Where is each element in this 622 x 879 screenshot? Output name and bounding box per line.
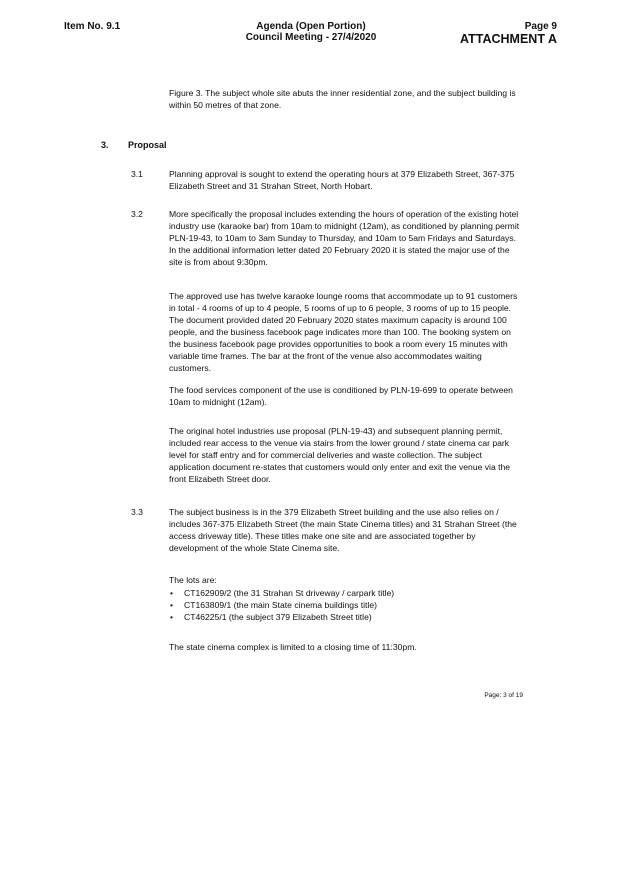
figure-caption: Figure 3. The subject whole site abuts the inner residential zone, and the subject building is within 50 metres of that zone. <box>169 88 516 110</box>
list-item: • CT163809/1 (the main State cinema buildings title) <box>169 599 524 611</box>
meeting-date: Council Meeting - 27/4/2020 <box>245 32 377 43</box>
list-item: • CT162909/2 (the 31 Strahan St driveway / carpark title) <box>169 587 524 599</box>
paragraph-number-3-3: 3.3 <box>131 507 143 517</box>
page-number: Page 9 <box>524 21 557 32</box>
paragraph-3-1: Planning approval is sought to extend the operating hours at 379 Elizabeth Street, 367-375 Elizabeth Street and 31 Strahan Street, North Hobart. <box>169 169 515 191</box>
paragraph-number-3-1: 3.1 <box>131 169 143 179</box>
page-header <box>460 21 557 46</box>
agenda-header <box>200 21 422 43</box>
paragraph-3-2-capacity: The approved use has twelve karaoke lounge rooms that accommodate up to 91 customers in total - 4 rooms of up to 4 people, 5 rooms of up to 6 people, 3 rooms of up to 15 people. The document provided dated 20 February 2020 states maximum capacity is around 100 people, and the business facebook page indicates more than 100. The booking system on the business facebook page provides opportunities to book a room every 15 minutes with variable time frames. The bar at the front of the venue also accommodates waiting customers. <box>169 291 518 373</box>
paragraph-3-3-closing: The state cinema complex is limited to a closing time of 11:30pm. <box>169 642 417 652</box>
paragraph-3-2-access: The original hotel industries use proposal (PLN-19-43) and subsequent planning permit, included rear access to the venue via stairs from the lower ground / state cinema car park level for staff entry and for commercial deliveries and waste collection. The subject application document re-states that customers would only enter and exit the venue via the front Elizabeth Street door. <box>169 426 511 484</box>
item-number: Item No. 9.1 <box>64 21 121 32</box>
section-number: 3. <box>101 140 109 150</box>
paragraph-number-3-2: 3.2 <box>131 209 143 219</box>
paragraph-3-2-hours: More specifically the proposal includes extending the hours of operation of the existing hotel industry use (karaoke bar) from 10am to midnight (12am), as conditioned by planning permit PLN-19-43, to 10am to 3am Sunday to Thursday, and 10am to 5am Fridays and Saturdays. In the additional information letter dated 20 February 2020 it is stated the major use of the site is from about 9:30pm. <box>169 209 520 267</box>
paragraph-3-3-site: The subject business is in the 379 Elizabeth Street building and the use also relies on / includes 367-375 Elizabeth Street (the main State Cinema titles) and 31 Strahan Street (the access driveway title). These titles make one site and are associated together by development of the whole State Cinema site. <box>169 507 517 553</box>
attachment-label: ATTACHMENT A <box>460 32 557 46</box>
list-item: • CT46225/1 (the subject 379 Elizabeth Street title) <box>169 611 524 623</box>
agenda-title: Agenda (Open Portion) <box>256 21 366 32</box>
section-title: Proposal <box>128 140 167 150</box>
lots-intro: The lots are: <box>169 575 217 585</box>
page-footer: Page: 3 of 19 <box>484 692 523 699</box>
lots-list <box>169 587 524 623</box>
paragraph-3-2-food-services: The food services component of the use is conditioned by PLN-19-699 to operate between 10am to midnight (12am). <box>169 385 513 407</box>
